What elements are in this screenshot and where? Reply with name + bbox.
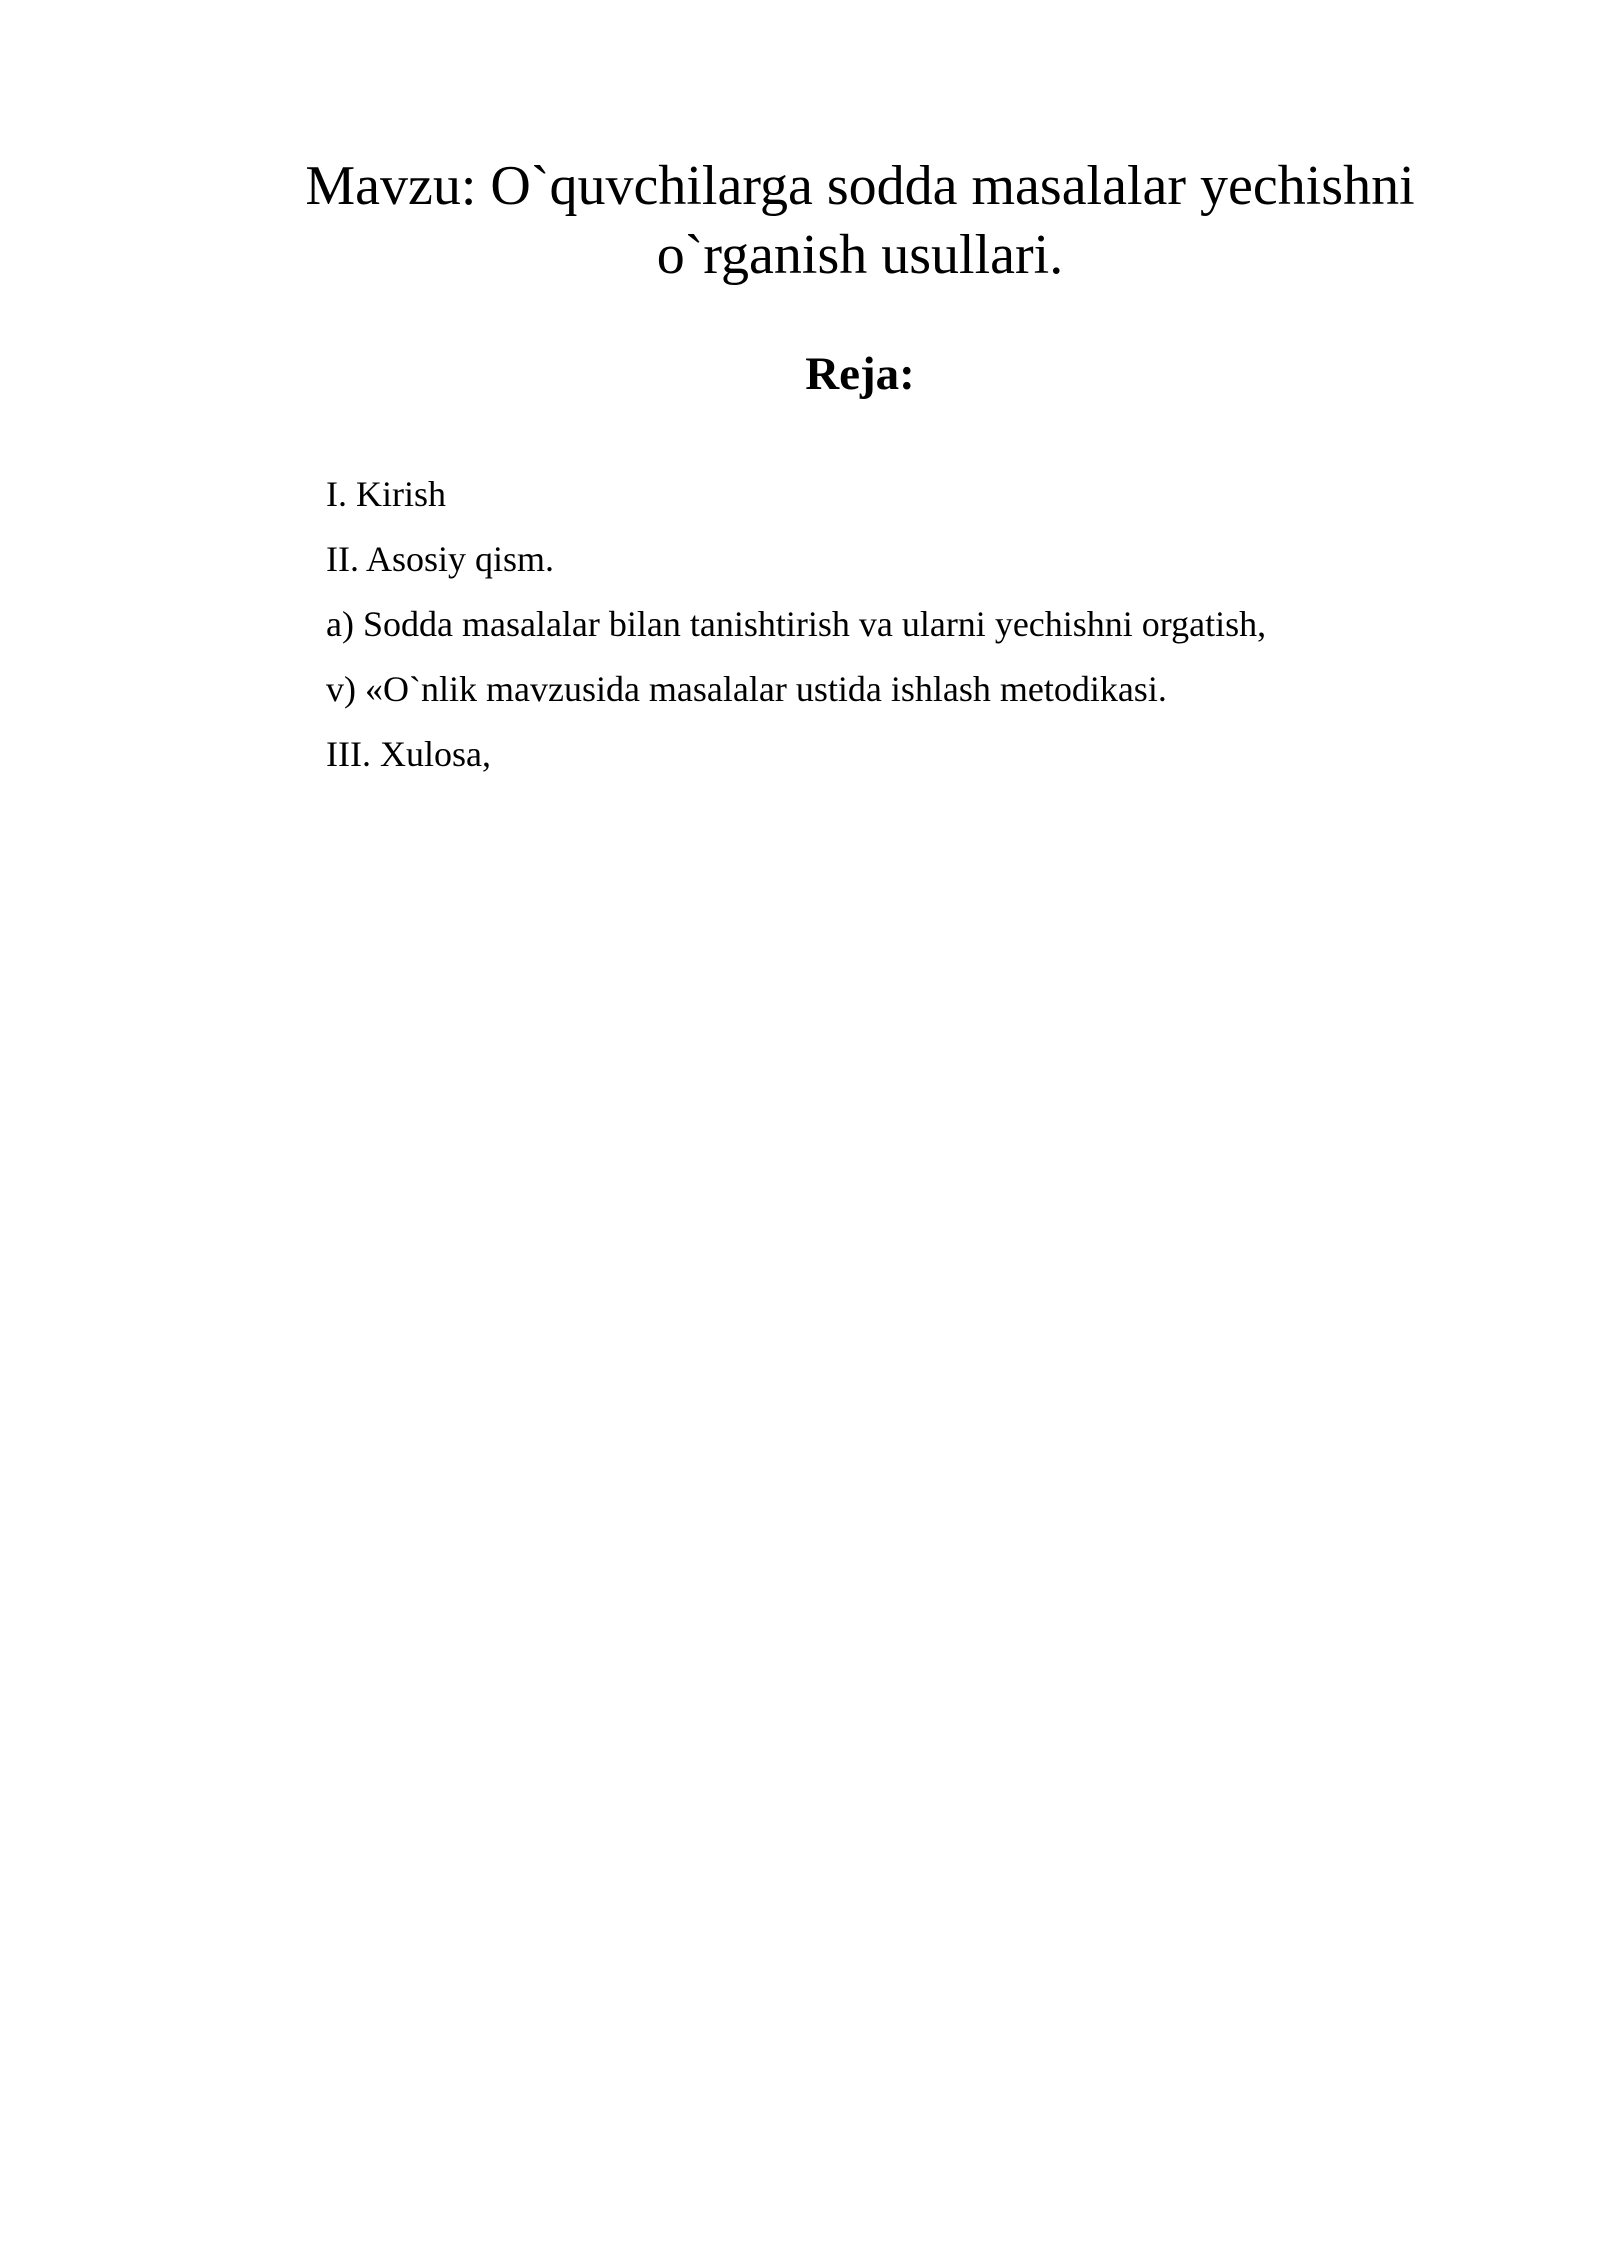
plan-list: [326, 462, 1266, 787]
title-line-2: o`rganish usullari.: [656, 224, 1064, 286]
plan-item-main-part: II. Asosiy qism.: [326, 539, 555, 579]
plan-heading: Reja:: [805, 348, 915, 400]
document-title: [240, 152, 1480, 290]
plan-item-introduction: I. Kirish: [326, 474, 446, 514]
title-line-1: Mavzu: O`quvchilarga sodda masalalar yechishni: [305, 155, 1415, 217]
plan-item-subsection-a: a) Sodda masalalar bilan tanishtirish va ularni yechishni orgatish,: [326, 604, 1267, 644]
plan-item-subsection-v: v) «O`nlik mavzusida masalalar ustida ishlash metodikasi.: [326, 669, 1167, 709]
plan-item-conclusion: III. Xulosa,: [326, 734, 491, 774]
